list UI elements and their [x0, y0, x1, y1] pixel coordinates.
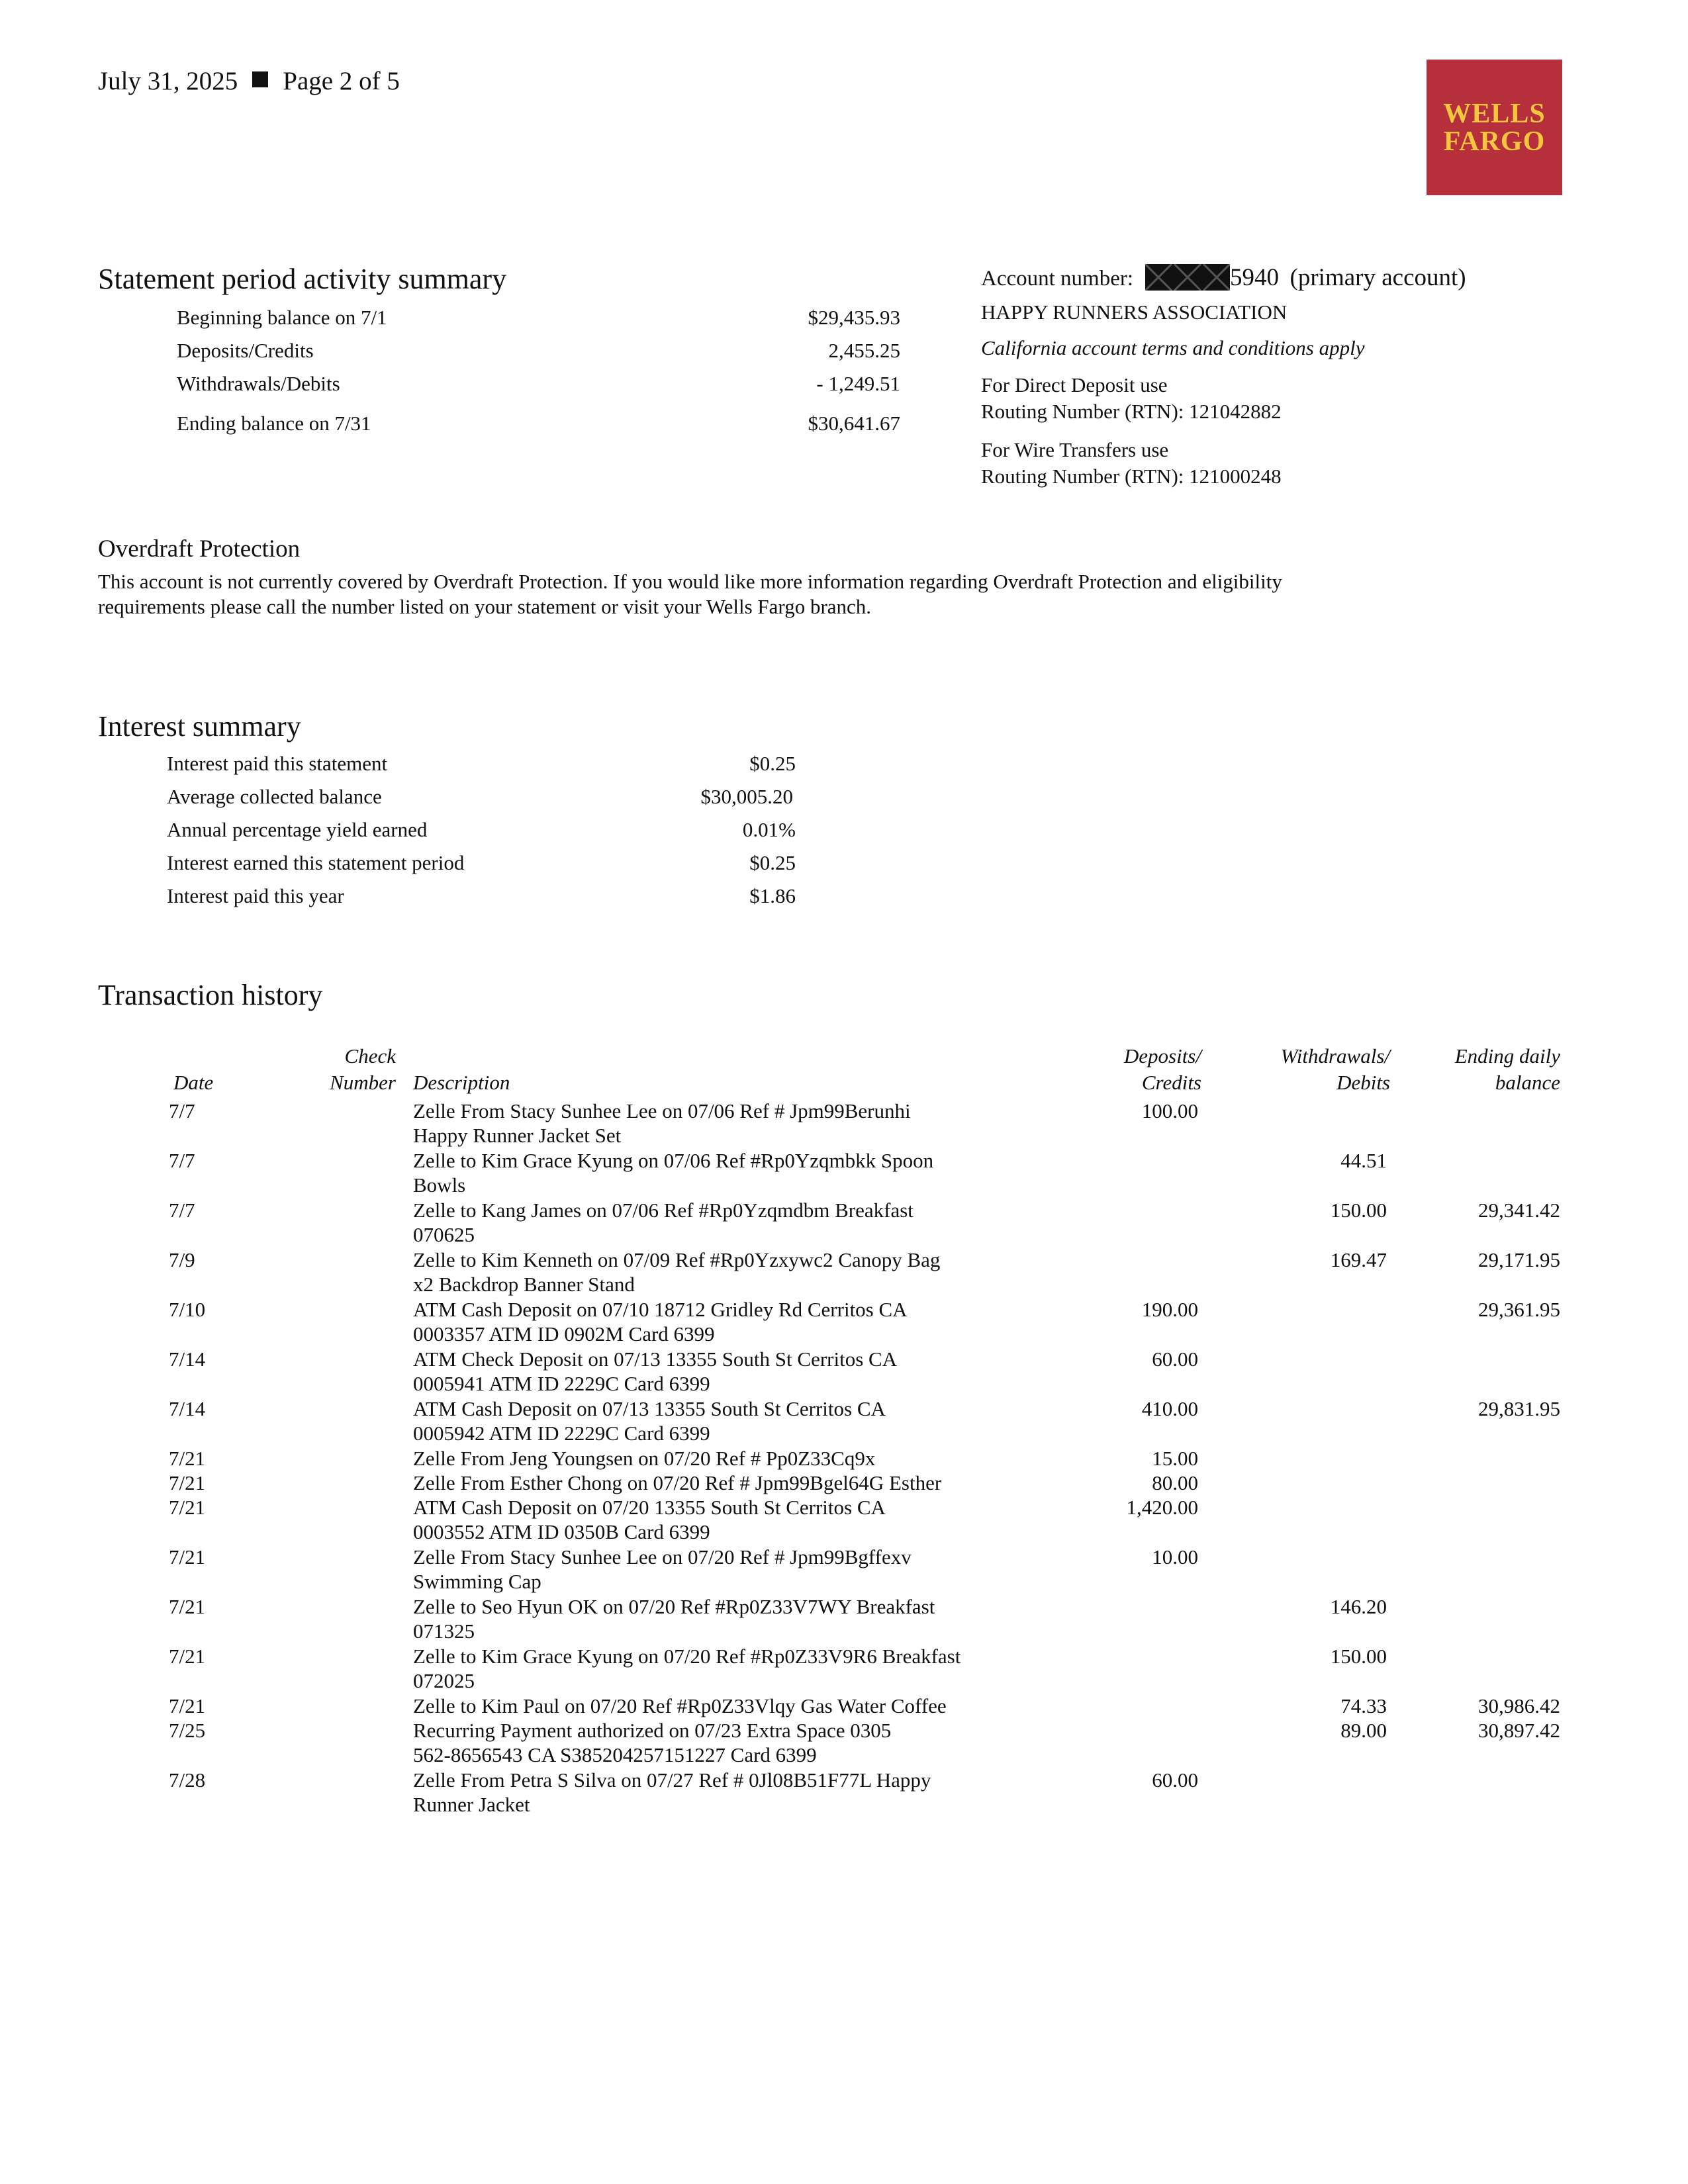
tx-deposit: 60.00	[1152, 1768, 1198, 1792]
tx-desc-line-1: ATM Cash Deposit on 07/13 13355 South St Cerritos CA	[413, 1397, 886, 1420]
interest-row	[167, 851, 796, 884]
tx-date: 7/9	[169, 1248, 195, 1271]
tx-description	[413, 1545, 996, 1594]
interest-label: Annual percentage yield earned	[167, 818, 428, 841]
tx-desc-line-2: x2 Backdrop Banner Stand	[413, 1273, 635, 1296]
tx-description	[413, 1768, 996, 1817]
tx-date: 7/14	[169, 1347, 206, 1371]
ending-balance-value: $30,641.67	[808, 412, 900, 435]
tx-desc-line-2: 070625	[413, 1223, 475, 1246]
tx-description	[413, 1594, 996, 1643]
tx-desc-line-2: Bowls	[413, 1173, 466, 1197]
table-row	[0, 1718, 1688, 1768]
interest-label: Interest paid this year	[167, 884, 344, 907]
col-header-deposits-2: Credits	[1141, 1071, 1201, 1094]
tx-description: Zelle From Esther Chong on 07/20 Ref # Jpm99Bgel64G Esther	[413, 1471, 942, 1494]
wire-transfer-routing: Routing Number (RTN): 121000248	[981, 465, 1282, 488]
square-separator-icon	[252, 71, 268, 87]
tx-withdrawal: 146.20	[1330, 1595, 1387, 1618]
tx-description	[413, 1495, 996, 1544]
tx-desc-line-2: 0003357 ATM ID 0902M Card 6399	[413, 1322, 715, 1345]
table-row	[0, 1545, 1688, 1594]
wire-transfer-label: For Wire Transfers use	[981, 438, 1169, 461]
interest-value: 0.01%	[742, 818, 796, 841]
tx-description	[413, 1297, 996, 1346]
col-header-balance-1: Ending daily	[1454, 1044, 1560, 1068]
tx-deposit: 410.00	[1141, 1397, 1198, 1420]
tx-desc-line-1: Zelle to Kang James on 07/06 Ref #Rp0Yzqmdbm Breakfast	[413, 1199, 914, 1222]
interest-row	[167, 785, 793, 818]
interest-value: $1.86	[749, 884, 796, 907]
table-row	[0, 1148, 1688, 1198]
tx-description	[413, 1396, 996, 1445]
tx-deposit: 80.00	[1152, 1471, 1198, 1494]
tx-description	[413, 1718, 996, 1767]
interest-label: Average collected balance	[167, 785, 382, 808]
beginning-balance-label: Beginning balance on 7/1	[177, 306, 387, 329]
interest-row	[167, 752, 796, 785]
primary-account-note: (primary account)	[1289, 264, 1466, 291]
tx-date: 7/21	[169, 1645, 206, 1668]
col-header-withdrawals-2: Debits	[1336, 1071, 1390, 1094]
interest-summary-table	[167, 752, 796, 917]
tx-withdrawal: 169.47	[1330, 1248, 1387, 1271]
table-row	[0, 1099, 1688, 1148]
logo-text-fargo: FARGO	[1443, 126, 1546, 157]
tx-desc-line-1: ATM Cash Deposit on 07/20 13355 South St Cerritos CA	[413, 1496, 886, 1519]
table-row	[0, 1768, 1688, 1817]
beginning-balance-value: $29,435.93	[808, 306, 900, 329]
tx-deposit: 15.00	[1152, 1447, 1198, 1470]
activity-summary-title: Statement period activity summary	[98, 263, 507, 295]
tx-date: 7/21	[169, 1545, 206, 1569]
tx-desc-line-1: Zelle to Seo Hyun OK on 07/20 Ref #Rp0Z33V7WY Breakfast	[413, 1595, 935, 1618]
tx-desc-line-2: 0005941 ATM ID 2229C Card 6399	[413, 1372, 710, 1395]
tx-desc-line-1: Zelle to Kim Kenneth on 07/09 Ref #Rp0Yzxywc2 Canopy Bag	[413, 1248, 941, 1271]
tx-description	[413, 1248, 996, 1297]
tx-date: 7/7	[169, 1149, 195, 1172]
tx-desc-line-1: ATM Cash Deposit on 07/10 18712 Gridley Rd Cerritos CA	[413, 1298, 908, 1321]
account-number-suffix: 5940	[1230, 264, 1280, 291]
direct-deposit-routing: Routing Number (RTN): 121042882	[981, 400, 1282, 423]
table-row	[0, 1347, 1688, 1396]
table-row	[0, 1396, 1688, 1446]
account-holder-name: HAPPY RUNNERS ASSOCIATION	[981, 300, 1288, 324]
col-header-check-1: Check	[344, 1044, 396, 1068]
interest-label: Interest paid this statement	[167, 752, 388, 775]
logo-text-wells: WELLS	[1443, 98, 1546, 129]
tx-desc-line-1: Zelle to Kim Grace Kyung on 07/06 Ref #Rp0Yzqmbkk Spoon	[413, 1149, 934, 1172]
tx-withdrawal: 74.33	[1340, 1694, 1387, 1717]
tx-balance: 29,171.95	[1478, 1248, 1560, 1271]
tx-desc-line-2: 0003552 ATM ID 0350B Card 6399	[413, 1520, 710, 1543]
tx-desc-line-1: Zelle From Stacy Sunhee Lee on 07/20 Ref # Jpm99Bgffexv	[413, 1545, 912, 1569]
tx-date: 7/7	[169, 1099, 195, 1122]
interest-row	[167, 884, 796, 917]
table-row	[0, 1198, 1688, 1248]
tx-desc-line-2: 0005942 ATM ID 2229C Card 6399	[413, 1422, 710, 1445]
account-terms: California account terms and conditions apply	[981, 336, 1365, 359]
interest-value: $0.25	[749, 752, 796, 775]
tx-date: 7/21	[169, 1595, 206, 1618]
tx-balance: 29,361.95	[1478, 1298, 1560, 1321]
statement-date: July 31, 2025	[98, 67, 238, 95]
col-header-deposits-1: Deposits/	[1123, 1044, 1201, 1068]
col-header-date: Date	[173, 1071, 214, 1094]
tx-description	[413, 1148, 996, 1197]
tx-date: 7/14	[169, 1397, 206, 1420]
tx-desc-line-2: 072025	[413, 1669, 475, 1692]
tx-desc-line-1: Zelle From Petra S Silva on 07/27 Ref # 0Jl08B51F77L Happy	[413, 1768, 931, 1792]
table-row	[0, 1446, 1688, 1471]
tx-deposit: 100.00	[1141, 1099, 1198, 1122]
tx-date: 7/21	[169, 1471, 206, 1494]
deposits-label: Deposits/Credits	[177, 339, 314, 362]
tx-date: 7/28	[169, 1768, 206, 1792]
statement-header	[98, 66, 400, 96]
ending-balance-label: Ending balance on 7/31	[177, 412, 371, 435]
interest-row	[167, 818, 796, 851]
col-header-balance-2: balance	[1495, 1071, 1560, 1094]
table-row	[0, 1644, 1688, 1694]
tx-desc-line-1: Recurring Payment authorized on 07/23 Extra Space 0305	[413, 1719, 892, 1742]
deposits-value: 2,455.25	[828, 339, 900, 362]
tx-balance: 29,341.42	[1478, 1199, 1560, 1222]
tx-desc-line-1: Zelle to Kim Grace Kyung on 07/20 Ref #Rp0Z33V9R6 Breakfast	[413, 1645, 961, 1668]
table-row	[0, 1297, 1688, 1347]
tx-date: 7/21	[169, 1447, 206, 1470]
tx-desc-line-2: Swimming Cap	[413, 1570, 541, 1593]
tx-desc-line-1: Zelle From Stacy Sunhee Lee on 07/06 Ref # Jpm99Berunhi	[413, 1099, 911, 1122]
page-indicator: Page 2 of 5	[283, 67, 400, 95]
tx-date: 7/7	[169, 1199, 195, 1222]
tx-date: 7/21	[169, 1694, 206, 1717]
tx-withdrawal: 44.51	[1340, 1149, 1387, 1172]
tx-description: Zelle From Jeng Youngsen on 07/20 Ref # Pp0Z33Cq9x	[413, 1447, 876, 1470]
table-row	[0, 1694, 1688, 1718]
tx-description: Zelle to Kim Paul on 07/20 Ref #Rp0Z33Vlqy Gas Water Coffee	[413, 1694, 947, 1717]
tx-balance: 29,831.95	[1478, 1397, 1560, 1420]
account-number-label: Account number:	[981, 267, 1134, 291]
tx-desc-line-2: Runner Jacket	[413, 1793, 530, 1816]
tx-desc-line-2: 071325	[413, 1619, 475, 1643]
table-row	[0, 1594, 1688, 1644]
transaction-history-title: Transaction history	[98, 979, 323, 1011]
tx-desc-line-2: 562-8656543 CA S385204257151227 Card 6399	[413, 1743, 817, 1766]
interest-value: $0.25	[749, 851, 796, 874]
tx-deposit: 190.00	[1141, 1298, 1198, 1321]
tx-withdrawal: 150.00	[1330, 1645, 1387, 1668]
account-number-line	[981, 263, 1466, 292]
tx-description	[413, 1198, 996, 1247]
table-row	[0, 1495, 1688, 1545]
tx-withdrawal: 89.00	[1340, 1719, 1387, 1742]
overdraft-line-2: requirements please call the number listed on your statement or visit your Wells Fargo branch.	[98, 595, 872, 618]
tx-deposit: 1,420.00	[1126, 1496, 1198, 1519]
tx-description	[413, 1099, 996, 1148]
overdraft-text	[98, 569, 1282, 619]
redaction-block	[1145, 264, 1230, 291]
tx-date: 7/25	[169, 1719, 206, 1742]
col-header-withdrawals-1: Withdrawals/	[1280, 1044, 1390, 1068]
col-header-description: Description	[413, 1071, 510, 1094]
overdraft-title: Overdraft Protection	[98, 535, 301, 563]
withdrawals-label: Withdrawals/Debits	[177, 372, 340, 395]
wells-fargo-logo	[1427, 60, 1562, 195]
tx-date: 7/21	[169, 1496, 206, 1519]
interest-label: Interest earned this statement period	[167, 851, 465, 874]
tx-withdrawal: 150.00	[1330, 1199, 1387, 1222]
overdraft-line-1: This account is not currently covered by Overdraft Protection. If you would like more information regarding Overdraft Protection and eligibility	[98, 570, 1282, 593]
tx-deposit: 60.00	[1152, 1347, 1198, 1371]
tx-balance: 30,897.42	[1478, 1719, 1560, 1742]
tx-description	[413, 1644, 996, 1693]
interest-summary-title: Interest summary	[98, 710, 301, 743]
direct-deposit-label: For Direct Deposit use	[981, 373, 1168, 396]
tx-description	[413, 1347, 996, 1396]
col-header-check-2: Number	[330, 1071, 396, 1094]
withdrawals-value: - 1,249.51	[816, 372, 900, 395]
tx-desc-line-2: Happy Runner Jacket Set	[413, 1124, 622, 1147]
tx-balance: 30,986.42	[1478, 1694, 1560, 1717]
tx-desc-line-1: ATM Check Deposit on 07/13 13355 South St Cerritos CA	[413, 1347, 898, 1371]
tx-date: 7/10	[169, 1298, 206, 1321]
table-row	[0, 1471, 1688, 1495]
transaction-table	[0, 1099, 1688, 1817]
table-row	[0, 1248, 1688, 1297]
interest-value: $30,005.20	[700, 785, 793, 808]
tx-deposit: 10.00	[1152, 1545, 1198, 1569]
